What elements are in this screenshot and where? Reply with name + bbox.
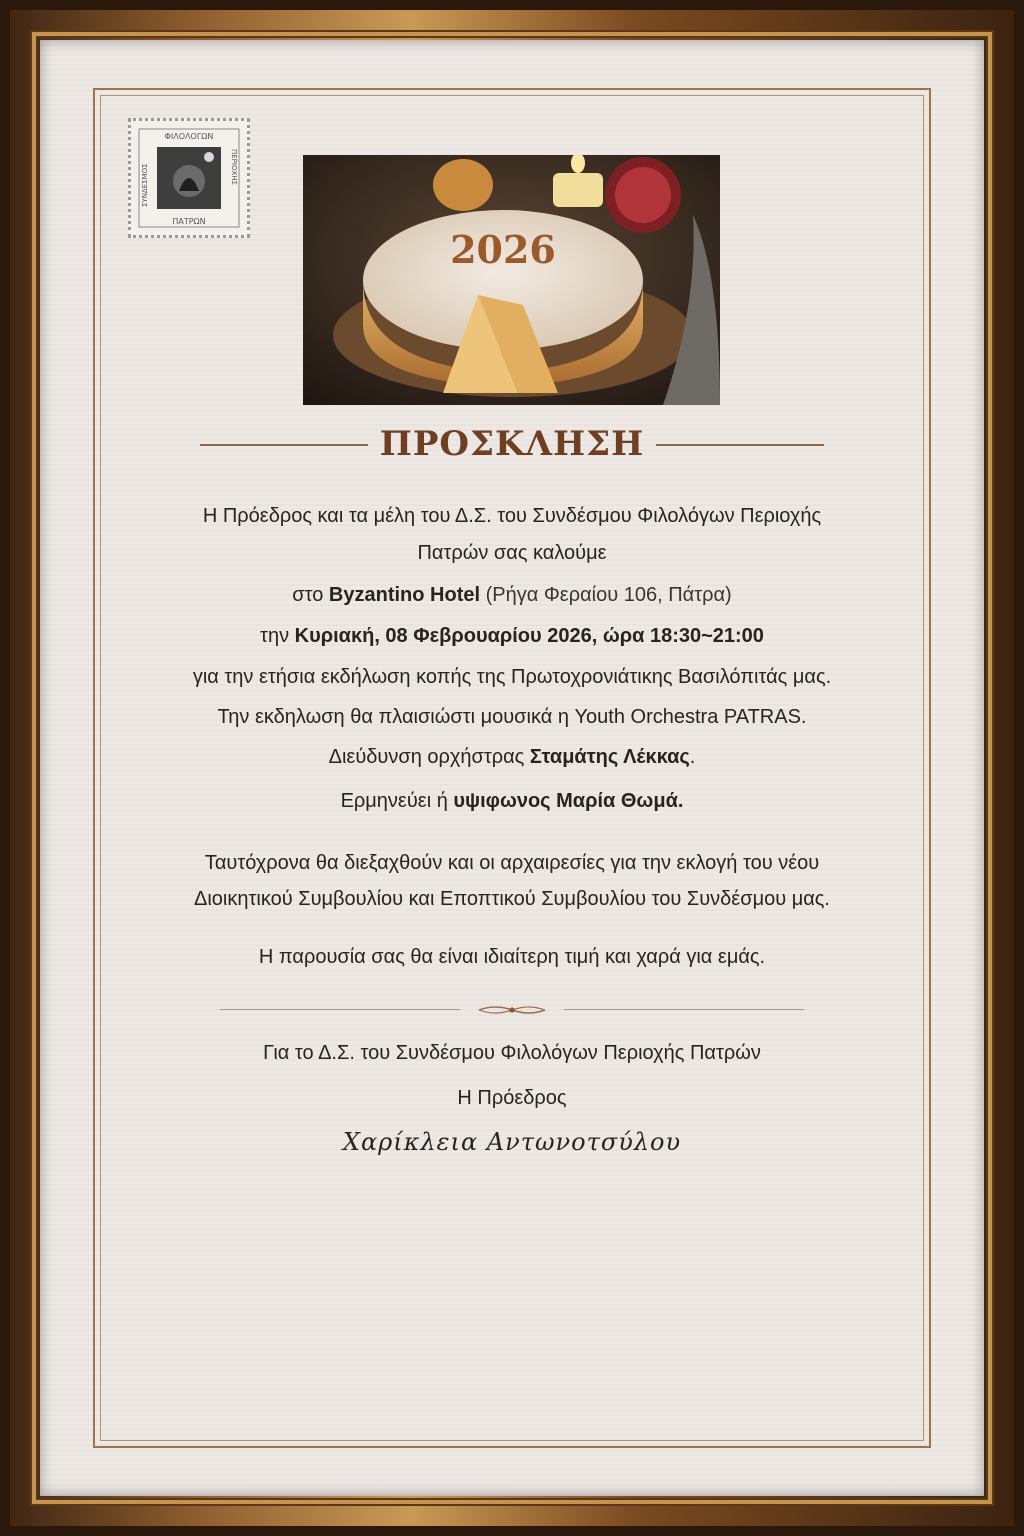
date-prefix: την xyxy=(260,625,295,647)
body-line-9: Ταυτόχρονα θα διεξαχθούν και οι αρχαιρεσίες για την εκλογή του νέου xyxy=(204,852,820,874)
body-line-6: Την εκδηλωση θα πλαισιώστι μουσικά η Youth Orchestra PATRAS. xyxy=(217,706,807,728)
ornament-flourish-icon xyxy=(477,1003,547,1017)
association-stamp-logo xyxy=(128,118,250,238)
title-row xyxy=(200,420,824,470)
title-divider-right xyxy=(656,444,824,446)
conductor-name: Σταμάτης Λέκκας xyxy=(529,746,690,768)
venue-address: (Ρήγα Φεραίου 106, Πάτρα) xyxy=(480,584,732,606)
stamp-text-right: ΠΕΡΙΟΧΗΣ xyxy=(230,149,238,185)
stamp-text-top: ΦΙΛΟΛΟΓΩΝ xyxy=(164,132,214,141)
conductor-suffix: . xyxy=(689,746,696,768)
conductor-line xyxy=(93,746,931,769)
body-line-1: Η Πρόεδρος και τα μέλη του Δ.Σ. του Συνδέσμου Φιλολόγων Περιοχής xyxy=(202,505,822,527)
soprano-name: υψιφωνος Μαρία Θωμά. xyxy=(453,790,684,812)
footer-line-2: Η Πρόεδρος xyxy=(457,1087,567,1109)
footer-line-1: Για το Δ.Σ. του Συνδέσμου Φιλολόγων Περιοχής Πατρών xyxy=(263,1042,761,1064)
invitation-title: ΠΡΟΣΚΛΗΣΗ xyxy=(379,424,645,464)
venue-line xyxy=(93,584,931,607)
date-line xyxy=(93,625,931,648)
stamp-text-bottom: ΠΑΤΡΩΝ xyxy=(172,217,206,226)
ornament-divider xyxy=(220,1003,804,1017)
soprano-line xyxy=(93,790,931,813)
ornament-line-left xyxy=(220,1009,460,1010)
body-line-5: για την ετήσια εκδήλωση κοπής της Πρωτοχρονιάτικης Βασιλόπιτάς μας. xyxy=(192,666,832,688)
event-date-time: Κυριακή, 08 Φεβρουαρίου 2026, ώρα 18:30~21:00 xyxy=(294,625,764,647)
body-line-2: Πατρών σας καλούμε xyxy=(417,542,607,564)
conductor-prefix: Διεύδυνση ορχήστρας xyxy=(328,746,530,768)
cake-year-text: 2026 xyxy=(450,227,556,272)
ornament-line-right xyxy=(564,1009,804,1010)
stamp-text-left: ΣΥΝΔΕΣΜΟΣ xyxy=(141,163,149,207)
body-line-10: Διοικητικού Συμβουλίου και Εποπτικού Συμβουλίου του Συνδέσμου μας. xyxy=(194,888,830,910)
soprano-prefix: Ερμηνεύει ή xyxy=(340,790,454,812)
vasilopita-cake-photo xyxy=(303,155,720,405)
president-signature: Χαρίκλεια Αντωνοτσύλου xyxy=(342,1128,682,1156)
venue-name: Byzantino Hotel xyxy=(328,584,481,606)
venue-prefix: στο xyxy=(292,584,329,606)
body-line-11: Η παρουσία σας θα είναι ιδιαίτερη τιμή και χαρά για εμάς. xyxy=(258,946,766,968)
